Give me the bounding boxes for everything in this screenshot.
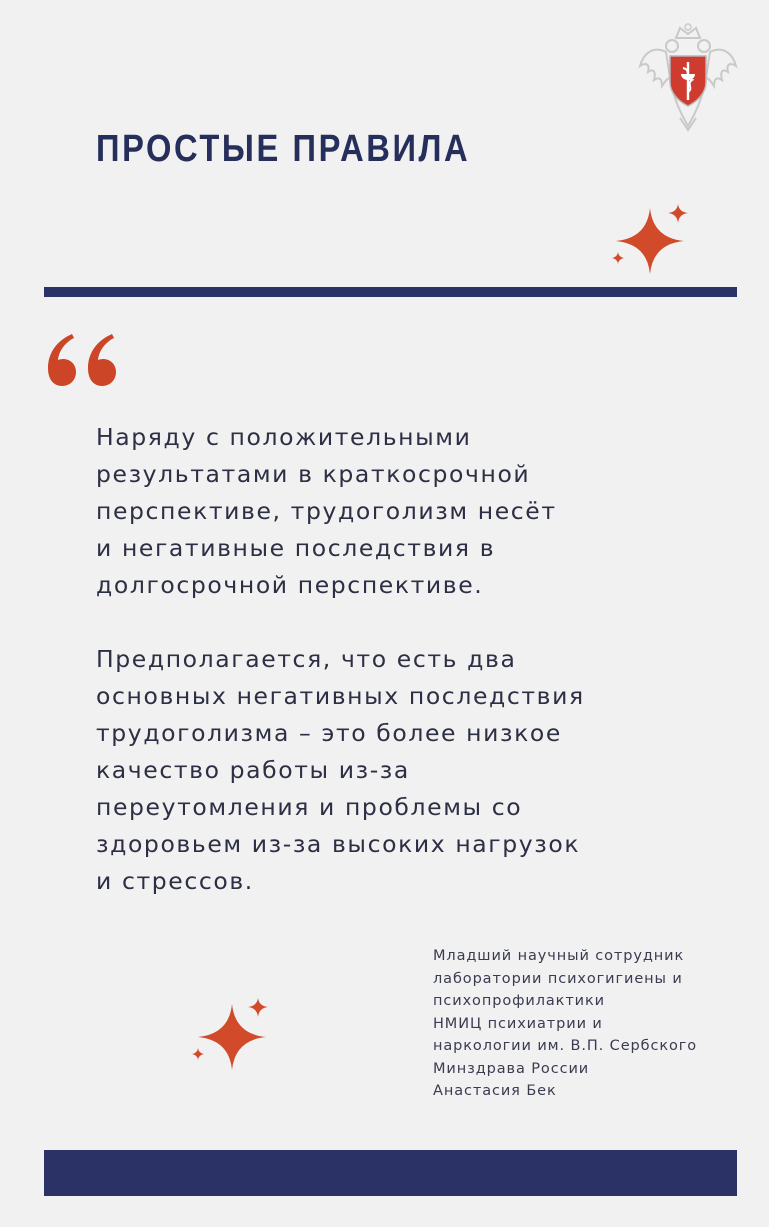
text-line: Наряду с положительными — [96, 423, 472, 451]
attribution-line: психопрофилактики — [433, 993, 605, 1009]
attribution-line: лаборатории психогигиены и — [433, 970, 683, 987]
text-line: Предполагается, что есть два — [96, 645, 517, 673]
text-line: долгосрочной перспективе. — [96, 571, 484, 599]
author-attribution — [433, 945, 753, 1103]
sparkle-star-icon — [186, 994, 278, 1076]
attribution-line: Минздрава России — [433, 1060, 590, 1077]
text-line: качество работы из-за — [96, 756, 410, 784]
text-line: перспективе, трудоголизм несёт — [96, 497, 557, 525]
text-line: и негативные последствия в — [96, 534, 496, 562]
author-name: Анастасия Бек — [433, 1083, 557, 1099]
bottom-bar — [44, 1150, 737, 1196]
text-line: здоровьем из-за высоких нагрузок — [96, 830, 581, 858]
top-divider — [44, 287, 737, 297]
quote-paragraph-2 — [96, 641, 716, 900]
open-quote-icon — [44, 330, 124, 390]
quote-paragraph-1 — [96, 419, 716, 604]
attribution-line: Младший научный сотрудник — [433, 948, 685, 964]
text-line: трудоголизма – это более низкое — [96, 719, 562, 747]
text-line: и стрессов. — [96, 867, 254, 895]
attribution-line: наркологии им. В.П. Сербского — [433, 1038, 698, 1054]
text-line: переутомления и проблемы со — [96, 793, 523, 821]
sparkle-star-icon — [604, 198, 696, 280]
ministry-of-health-emblem-icon — [636, 22, 740, 132]
text-line: результатами в краткосрочной — [96, 460, 531, 488]
attribution-line: НМИЦ психиатрии и — [433, 1015, 603, 1032]
page-title: ПРОСТЫЕ ПРАВИЛА — [96, 128, 471, 170]
text-line: основных негативных последствия — [96, 682, 585, 710]
